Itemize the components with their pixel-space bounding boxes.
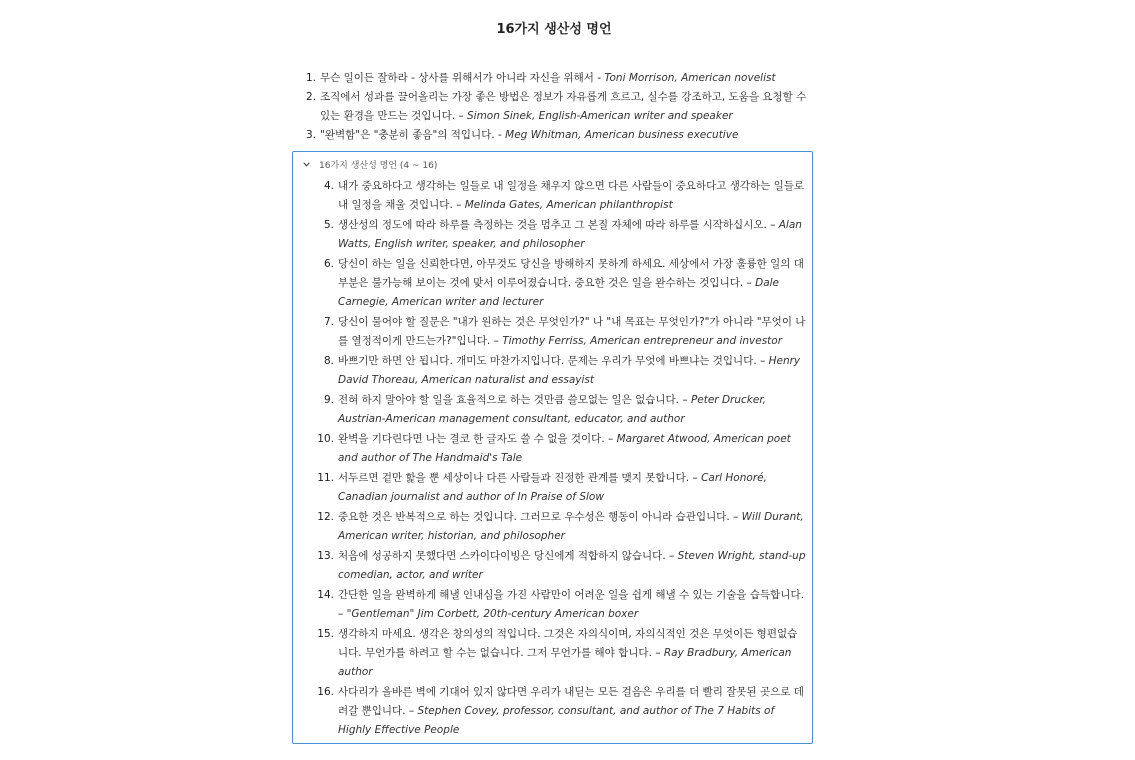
list-item-body	[320, 126, 808, 145]
quote-text: "완벽함"은 "충분히 좋음"의 적입니다. -	[320, 129, 506, 141]
list-item-number: 11.	[317, 472, 334, 484]
list-item-body	[338, 177, 806, 215]
list-item	[310, 255, 806, 312]
list-item-number: 10.	[317, 433, 334, 445]
quote-author: Meg Whitman, American business executive	[505, 129, 739, 141]
quote-author: Alan Watts, English writer, speaker, and philosopher	[338, 219, 802, 250]
list-item-number: 9.	[323, 394, 334, 406]
list-item-number: 1.	[305, 72, 316, 84]
quote-list-toggle	[310, 177, 806, 741]
quote-text: 전혀 하지 말아야 할 일을 효율적으로 하는 것만큼 쓸모없는 일은 없습니다. –	[338, 394, 691, 406]
quote-author: Simon Sinek, English-American writer and speaker	[467, 110, 733, 122]
list-item-body	[338, 683, 806, 740]
quote-text: 조직에서 성과를 끌어올리는 가장 좋은 방법은 정보가 자유롭게 흐르고, 실수를 강조하고, 도움을 요청할 수 있는 환경을 만드는 것입니다. –	[320, 91, 807, 122]
quote-author: Timothy Ferriss, American entrepreneur and investor	[502, 335, 783, 347]
quote-author: Will Durant, American writer, historian, and philosopher	[338, 511, 804, 542]
list-item-body	[338, 430, 806, 468]
list-item	[296, 126, 808, 145]
chevron-down-icon[interactable]	[303, 161, 310, 168]
list-item-number: 4.	[323, 180, 334, 192]
list-item-body	[338, 547, 806, 585]
list-item	[296, 88, 808, 126]
list-item-number: 3.	[305, 129, 316, 141]
list-item	[310, 586, 806, 624]
quote-text: 중요한 것은 반복적으로 하는 것입니다. 그러므로 우수성은 행동이 아니라 습관입니다. –	[338, 511, 742, 523]
quote-author: Dale Carnegie, American writer and lecturer	[338, 277, 780, 308]
quote-author: Carl Honoré, Canadian journalist and author of In Praise of Slow	[338, 472, 767, 503]
quote-author: Margaret Atwood, American poet and author of The Handmaid's Tale	[338, 433, 791, 464]
list-item	[310, 313, 806, 351]
list-item	[310, 508, 806, 546]
list-item	[310, 391, 806, 429]
list-item	[310, 352, 806, 390]
list-item-number: 6.	[323, 258, 334, 270]
quote-text: 바쁘기만 하면 안 됩니다. 개미도 마찬가지입니다. 문제는 우리가 무엇에 바쁘냐는 것입니다. –	[338, 355, 769, 367]
list-item-number: 7.	[323, 316, 334, 328]
quote-author: Peter Drucker, Austrian-American management consultant, educator, and author	[338, 394, 767, 425]
quote-author: Steven Wright, stand-up comedian, actor, and writer	[338, 550, 806, 581]
list-item-number: 13.	[317, 550, 334, 562]
list-item-number: 8.	[323, 355, 334, 367]
quote-author: "Gentleman" Jim Corbett, 20th-century American boxer	[346, 608, 639, 620]
quote-text: 처음에 성공하지 못했다면 스카이다이빙은 당신에게 적합하지 않습니다. –	[338, 550, 678, 562]
list-item-body	[338, 313, 806, 351]
quote-text: 서두르면 겉만 핥을 뿐 세상이나 다른 사람들과 진정한 관계를 맺지 못합니다. –	[338, 472, 702, 484]
list-item-body	[338, 352, 806, 390]
quote-text: 완벽을 기다린다면 나는 결코 한 글자도 쓸 수 없을 것이다. –	[338, 433, 617, 445]
list-item-body	[338, 391, 806, 429]
list-item	[310, 683, 806, 740]
list-item	[310, 216, 806, 254]
list-item	[296, 69, 808, 88]
list-item-number: 5.	[323, 219, 334, 231]
list-item-body	[338, 586, 806, 624]
toggle-label: 16가지 생산성 명언 (4 ~ 16)	[319, 161, 438, 171]
list-item	[310, 547, 806, 585]
list-item-number: 2.	[305, 91, 316, 103]
list-item	[310, 469, 806, 507]
quote-author: Stephen Covey, professor, consultant, and author of The 7 Habits of Highly Effective People	[338, 705, 775, 736]
list-item-body	[320, 69, 808, 88]
list-item-body	[320, 88, 808, 126]
quote-author: Henry David Thoreau, American naturalist and essayist	[338, 355, 801, 386]
quote-text: 내가 중요하다고 생각하는 일들로 내 일정을 채우지 않으면 다른 사람들이 중요하다고 생각하는 일들로 내 일정을 채울 것입니다. –	[338, 180, 805, 211]
quote-text: 생산성의 정도에 따라 하루를 측정하는 것을 멈추고 그 본질 자체에 따라 하루를 시작하십시오. –	[338, 219, 779, 231]
list-item-number: 14.	[317, 589, 334, 601]
quote-list-top	[296, 69, 808, 145]
quote-author: Ray Bradbury, American author	[338, 647, 792, 678]
quote-text: 당신이 물어야 할 질문은 "내가 원하는 것은 무엇인가?" 나 "내 목표는 무엇인가?"가 아니라 "무엇이 나를 열정적이게 만드는가?"입니다. –	[338, 316, 806, 347]
list-item-body	[338, 508, 806, 546]
toggle-block	[292, 151, 813, 744]
list-item-number: 15.	[317, 628, 334, 640]
list-item	[310, 430, 806, 468]
page-title: 16가지 생산성 명언	[496, 22, 612, 37]
quote-text: 무슨 일이든 잘하라 - 상사를 위해서가 아니라 자신을 위해서 -	[320, 72, 605, 84]
quote-text: 당신이 하는 일을 신뢰한다면, 아무것도 당신을 방해하지 못하게 하세요. 세상에서 가장 훌륭한 일의 대부분은 불가능해 보이는 것에 맞서 이루어졌습니다. 중요한 것은 일을 완수하는 것입니다. –	[338, 258, 804, 289]
list-item-number: 12.	[317, 511, 334, 523]
list-item	[310, 177, 806, 215]
toggle-header[interactable]	[303, 158, 437, 171]
quote-text: 간단한 일을 완벽하게 해낼 인내심을 가진 사람만이 어려운 일을 쉽게 해낼 수 있는 기술을 습득합니다. –	[338, 589, 804, 620]
quote-text: 생각하지 마세요. 생각은 창의성의 적입니다. 그것은 자의식이며, 자의식적인 것은 무엇이든 형편없습니다. 무언가를 하려고 할 수는 없습니다. 그저 무언가를 해야 합니다. –	[338, 628, 798, 659]
list-item	[310, 625, 806, 682]
quote-text: 사다리가 올바른 벽에 기대어 있지 않다면 우리가 내딛는 모든 걸음은 우리를 더 빨리 잘못된 곳으로 데려갈 뿐입니다. –	[338, 686, 804, 717]
list-item-number: 16.	[317, 686, 334, 698]
list-item-body	[338, 216, 806, 254]
quote-author: Toni Morrison, American novelist	[604, 72, 776, 84]
list-item-body	[338, 255, 806, 312]
list-item-body	[338, 469, 806, 507]
list-item-body	[338, 625, 806, 682]
quote-author: Melinda Gates, American philanthropist	[464, 199, 673, 211]
